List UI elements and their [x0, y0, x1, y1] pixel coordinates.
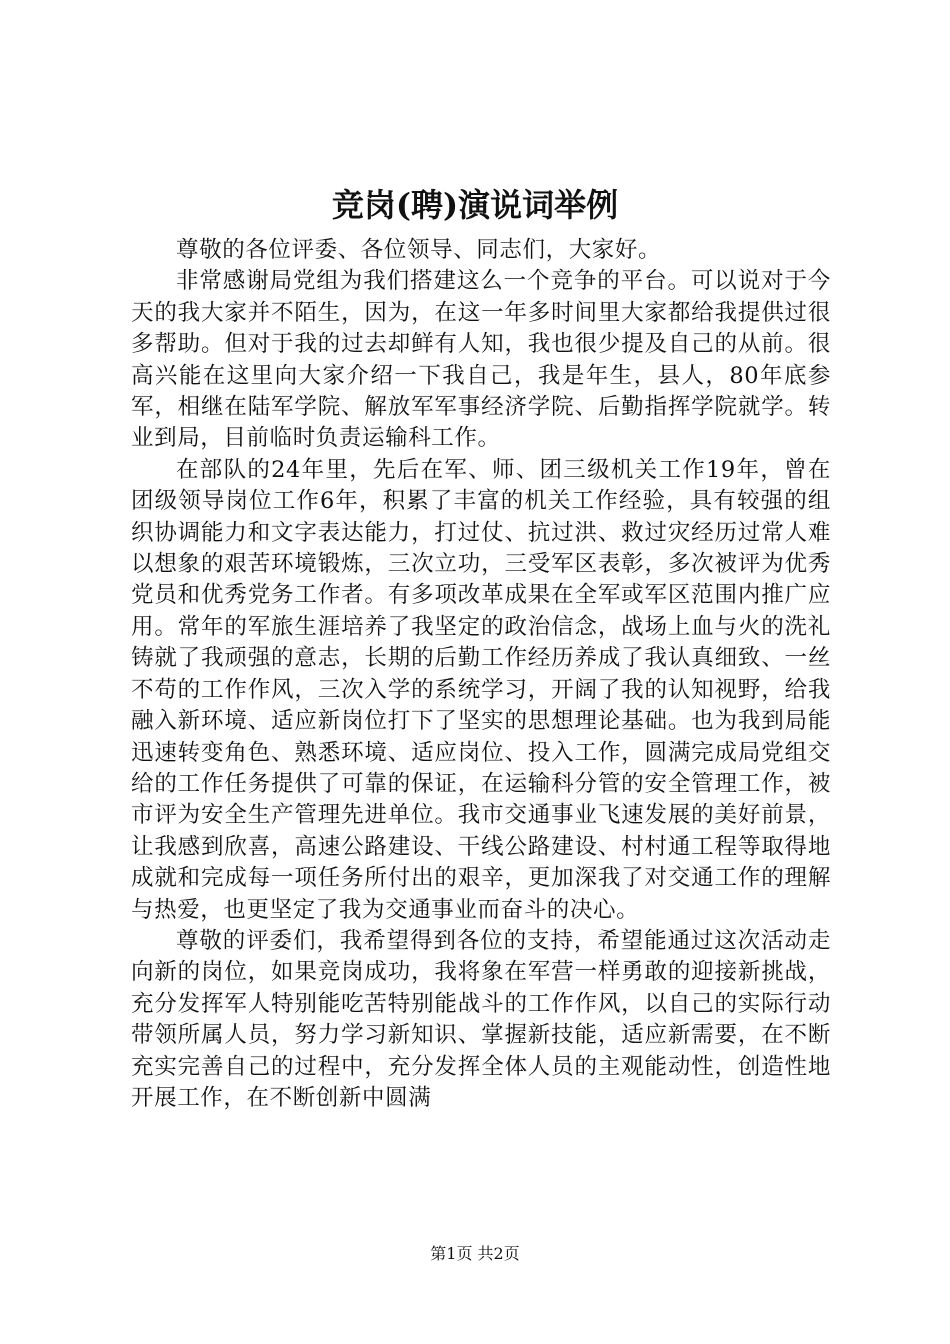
- paragraph-introduction: 非常感谢局党组为我们搭建这么一个竞争的平台。可以说对于今天的我大家并不陌生，因为，在这一年多时间里大家都给我提供过很多帮助。但对于我的过去却鲜有人知，我也很少提及自己的从前。很高兴能在这里向大家介绍一下我自己，我是年生，县人，80年底参军，相继在陆军学院、解放军军事经济学院、后勤指挥学院就学。转业到局，目前临时负责运输科工作。: [131, 268, 831, 452]
- paragraph-greeting: 尊敬的各位评委、各位领导、同志们，大家好。: [176, 237, 662, 263]
- paragraph-military-experience: 在部队的24年里，先后在军、师、团三级机关工作19年，曾在团级领导岗位工作6年，积累了丰富的机关工作经验，具有较强的组织协调能力和文字表达能力，打过仗、抗过洪、救过灾经历过常人难以想象的艰苦环境锻炼，三次立功，三受军区表彰，多次被评为优秀党员和优秀党务工作者。有多项改革成果在全军或军区范围内推广应用。常年的军旅生涯培养了我坚定的政治信念，战场上血与火的洗礼铸就了我顽强的意志，长期的后勤工作经历养成了我认真细致、一丝不苟的工作作风，三次入学的系统学习，开阔了我的认知视野，给我融入新环境、适应新岗位打下了坚实的思想理论基础。也为我到局能迅速转变角色、熟悉环境、适应岗位、投入工作，圆满完成局党组交给的工作任务提供了可靠的保证，在运输科分管的安全管理工作，被市评为安全生产管理先进单位。我市交通事业飞速发展的美好前景，让我感到欣喜，高速公路建设、干线公路建设、村村通工程等取得地成就和完成每一项任务所付出的艰辛，更加深我了对交通工作的理解与热爱，也更坚定了我为交通事业而奋斗的决心。: [131, 456, 831, 923]
- page-footer: 第1页 共2页: [430, 1244, 520, 1263]
- paragraph-closing: 尊敬的评委们，我希望得到各位的支持，希望能通过这次活动走向新的岗位，如果竞岗成功，我将象在军营一样勇敢的迎接新挑战，充分发挥军人特别能吃苦特别能战斗的工作作风，以自己的实际行动带领所属人员，努力学习新知识、掌握新技能，适应新需要，在不断充实完善自己的过程中，充分发挥全体人员的主观能动性，创造性地开展工作，在不断创新中圆满: [131, 927, 831, 1111]
- document-body: [131, 235, 831, 1114]
- document-title: 竞岗(聘)演说词举例: [331, 186, 619, 224]
